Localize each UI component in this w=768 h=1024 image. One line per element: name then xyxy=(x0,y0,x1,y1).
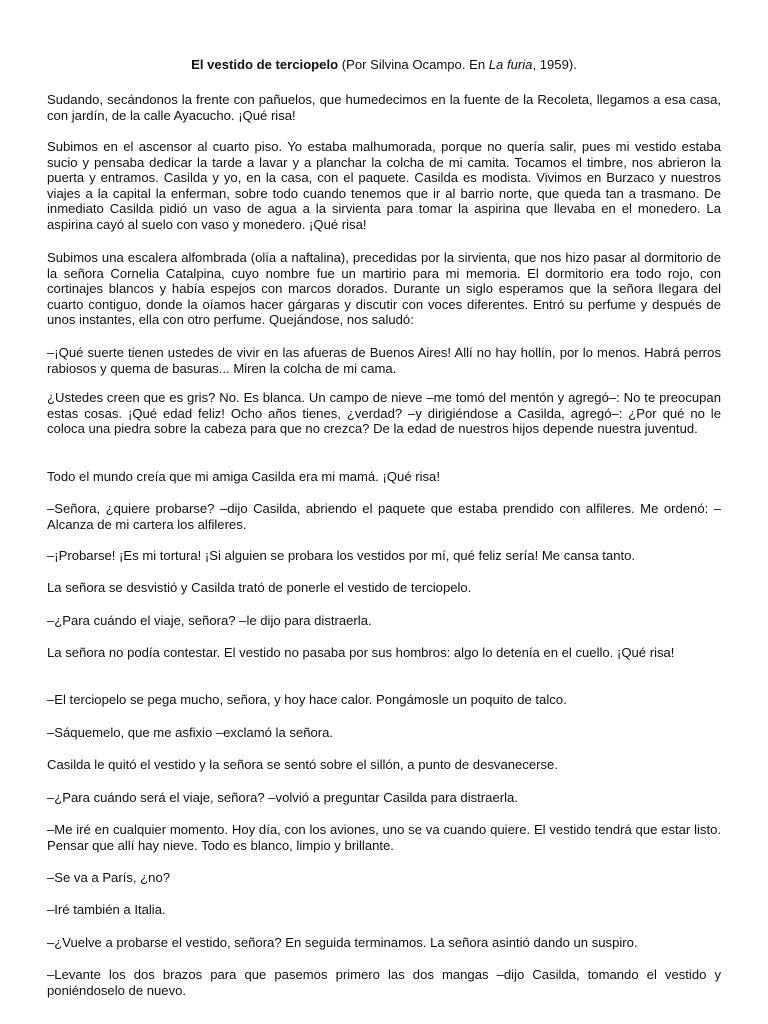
paragraph-3: Subimos una escalera alfombrada (olía a naftalina), precedidas por la sirvienta, que nos hizo pasar al dormitorio de la señora Cornelia Catalpina, cuyo nombre fue un martirio para mi memoria. El dormitorio era todo rojo, con cortinajes blancos y había espejos con marcos dorados. Durante un siglo esperamos que la señora llegara del cuarto contiguo, donde la oíamos hacer gárgaras y discutir con voces diferentes. Entró su perfume y después de unos instantes, ella con otro perfume. Quejándose, nos saludó: xyxy=(47,250,721,328)
paragraph-5: ¿Ustedes creen que es gris? No. Es blanca. Un campo de nieve –me tomó del mentón y agregó–: No te preocupan estas cosas. ¡Qué edad feliz! Ocho años tienes, ¿verdad? –y dirigiéndose a Casilda, agregó–: ¿Por qué no le coloca una piedra sobre la cabeza para que no crezca? De la edad de nuestros hijos depende nuestra juventud. xyxy=(47,390,721,437)
paragraph-7: –Señora, ¿quiere probarse? –dijo Casilda, abriendo el paquete que estaba prendido con alfileres. Me ordenó: –Alcanza de mi cartera los alfileres. xyxy=(47,501,721,532)
paragraph-14: Casilda le quitó el vestido y la señora se sentó sobre el sillón, a punto de desvanecerse. xyxy=(47,757,558,772)
paragraph-15: –¿Para cuándo será el viaje, señora? –volvió a preguntar Casilda para distraerla. xyxy=(47,790,518,805)
paragraph-2: Subimos en el ascensor al cuarto piso. Yo estaba malhumorada, porque no quería salir, pues mi vestido estaba sucio y pensaba dedicar la tarde a lavar y a planchar la colcha de mi camita. Tocamos el timbre, nos abrieron la puerta y entramos. Casilda y yo, en la casa, con el paquete. Casilda es modista. Vivimos en Burzaco y nuestros viajes a la capital la enferman, sobre todo cuando tenemos que ir al barrio norte, que queda tan a trasmano. De inmediato Casilda pidió un vaso de agua a la sirvienta para tomar la aspirina que llevaba en el monedero. La aspirina cayó al suelo con vaso y monedero. ¡Qué risa! xyxy=(47,139,721,232)
paragraph-11: La señora no podía contestar. El vestido no pasaba por sus hombros: algo lo detenía en el cuello. ¡Qué risa! xyxy=(47,645,675,660)
story-title xyxy=(47,57,721,73)
paragraph-20: –Levante los dos brazos para que pasemos primero las dos mangas –dijo Casilda, tomando el vestido y poniéndoselo de nuevo. xyxy=(47,967,721,998)
paragraph-19: –¿Vuelve a probarse el vestido, señora? En seguida terminamos. La señora asintió dando un suspiro. xyxy=(47,935,638,950)
paragraph-16: –Me iré en cualquier momento. Hoy día, con los aviones, uno se va cuando quiere. El vestido tendrá que estar listo. Pensar que allí hay nieve. Todo es blanco, limpio y brillante. xyxy=(47,822,721,853)
paragraph-17: –Se va a París, ¿no? xyxy=(47,870,171,885)
title-year: , 1959). xyxy=(532,57,577,72)
paragraph-10: –¿Para cuándo el viaje, señora? –le dijo para distraerla. xyxy=(47,613,372,628)
paragraph-6: Todo el mundo creía que mi amiga Casilda era mi mamá. ¡Qué risa! xyxy=(47,469,440,484)
title-main: El vestido de terciopelo xyxy=(191,57,339,72)
title-by-prefix: (Por Silvina Ocampo. En xyxy=(341,57,486,72)
paragraph-18: –Iré también a Italia. xyxy=(47,902,166,917)
title-book: La furia xyxy=(488,57,533,72)
paragraph-8: –¡Probarse! ¡Es mi tortura! ¡Si alguien se probara los vestidos por mí, qué feliz sería! Me cansa tanto. xyxy=(47,548,636,563)
paragraph-1: Sudando, secándonos la frente con pañuelos, que humedecimos en la fuente de la Recoleta, llegamos a esa casa, con jardín, de la calle Ayacucho. ¡Qué risa! xyxy=(47,92,721,123)
paragraph-12: –El terciopelo se pega mucho, señora, y hoy hace calor. Pongámosle un poquito de talco. xyxy=(47,692,567,707)
paragraph-9: La señora se desvistió y Casilda trató de ponerle el vestido de terciopelo. xyxy=(47,580,472,595)
paragraph-13: –Sáquemelo, que me asfixio –exclamó la señora. xyxy=(47,725,334,740)
paragraph-4: –¡Qué suerte tienen ustedes de vivir en las afueras de Buenos Aires! Allí no hay hollín, por lo menos. Habrá perros rabiosos y quema de basuras... Miren la colcha de mi cama. xyxy=(47,345,721,376)
